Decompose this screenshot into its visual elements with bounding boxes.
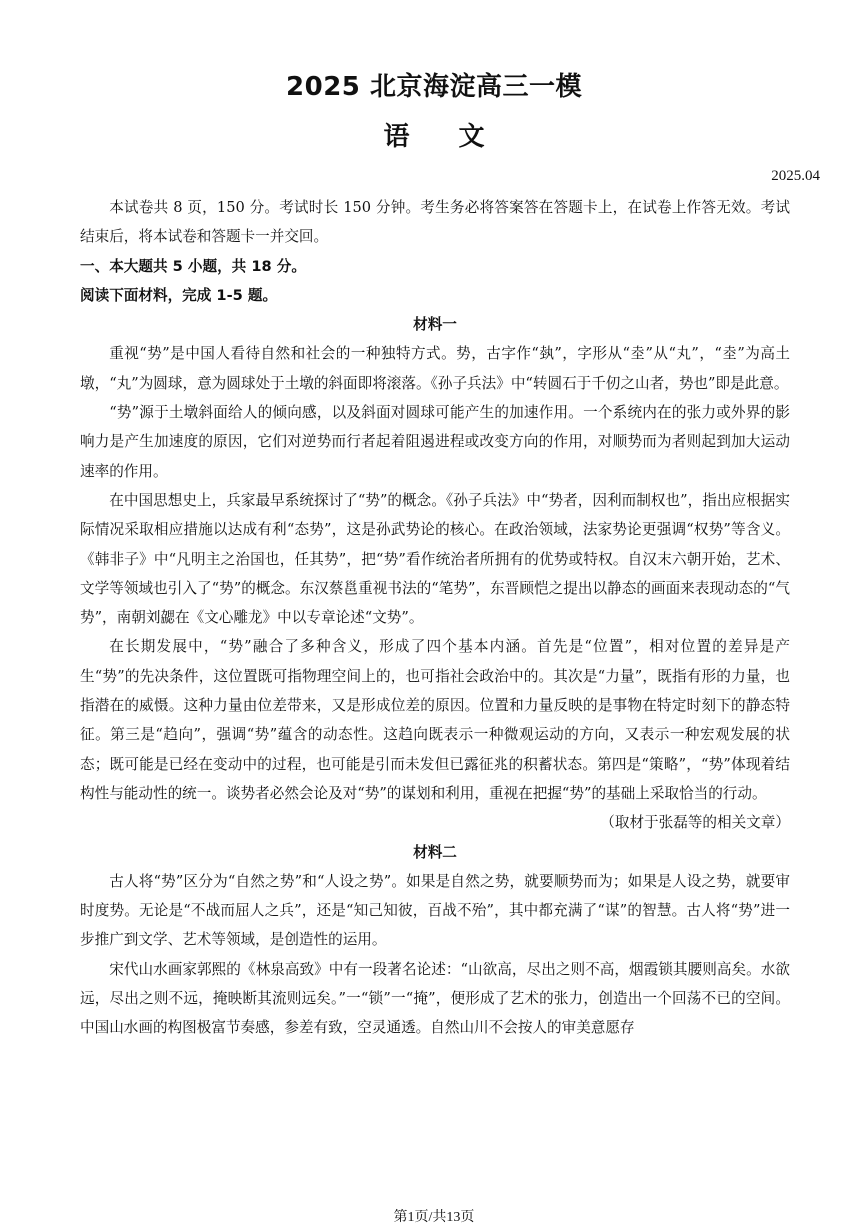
material-2-paragraph: 宋代山水画家郭熙的《林泉高致》中有一段著名论述：“山欲高，尽出之则不高，烟霞锁其腰则高矣。水欲远，尽出之则不远，掩映断其流则远矣。”一“锁”一“掩”，便形成了艺术的张力，创造出一个回荡不已的空间。中国山水画的构图极富节奏感，参差有致，空灵通透。自然山川不会按人的审美意愿存 <box>80 960 790 1037</box>
intro-paragraph: 本试卷共 8 页，150 分。考试时长 150 分钟。考生务必将答案答在答题卡上，在试卷上作答无效。考试结束后，将本试卷和答题卡一并交回。 <box>80 199 790 246</box>
material-2-paragraph: 古人将“势”区分为“自然之势”和“人设之势”。如果是自然之势，就要顺势而为；如果是人设之势，就要审时度势。无论是“不战而屈人之兵”，还是“知己知彼，百战不殆”，其中都充满了“谋”的智慧。古人将“势”进一步推广到文学、艺术等领域，是创造性的运用。 <box>80 872 790 949</box>
material-1-title: 材料一 <box>413 316 457 334</box>
exam-body <box>80 193 790 1043</box>
section-heading: 一、本大题共 5 小题，共 18 分。 <box>80 257 306 275</box>
section-instruction: 阅读下面材料，完成 1-5 题。 <box>80 286 278 304</box>
material-1-paragraph: 重视“势”是中国人看待自然和社会的一种独特方式。势，古字作“埶”，字形从“坴”从“丸”，“坴”为高土墩，“丸”为圆球，意为圆球处于土墩的斜面即将滚落。《孙子兵法》中“转圆石于千仞之山者，势也”即是此意。 <box>80 345 790 392</box>
exam-date: 2025.04 <box>771 168 820 184</box>
material-1-source: （取材于张磊等的相关文章） <box>600 814 790 832</box>
material-2-title: 材料二 <box>413 843 457 861</box>
material-1-paragraph: “势”源于土墩斜面给人的倾向感，以及斜面对圆球可能产生的加速作用。一个系统内在的张力或外界的影响力是产生加速度的原因，它们对逆势而行者起着阻遏进程或改变方向的作用，对顺势而为者则起到加大运动速率的作用。 <box>80 404 790 480</box>
page-number: 第1页/共13页 <box>393 1210 475 1225</box>
material-1-paragraph: 在长期发展中，“势”融合了多种含义，形成了四个基本内涵。首先是“位置”，相对位置的差异是产生“势”的先决条件，这位置既可指物理空间上的，也可指社会政治中的。其次是“力量”，既指有形的力量，也指潜在的威慑。这种力量由位差带来，又是形成位差的原因。位置和力量反映的是事物在特定时刻下的静态特征。第三是“趋向”，强调“势”蕴含的动态性。这趋向既表示一种微观运动的方向，又表示一种宏观发展的状态；既可能是已经在变动中的过程，也可能是引而未发但已露征兆的积蓄状态。第四是“策略”，“势”体现着结构性与能动性的统一。谈势者必然会论及对“势”的谋划和利用，重视在把握“势”的基础上采取恰当的行动。 <box>80 638 790 802</box>
subject-title: 语 文 <box>383 122 485 152</box>
exam-title: 2025 北京海淀高三一模 <box>286 72 582 102</box>
material-1-paragraph: 在中国思想史上，兵家最早系统探讨了“势”的概念。《孙子兵法》中“势者，因利而制权也”，指出应根据实际情况采取相应措施以达成有利“态势”，这是孙武势论的核心。在政治领域，法家势论更强调“权势”等含义。《韩非子》中“凡明主之治国也，任其势”，把“势”看作统治者所拥有的优势或特权。自汉末六朝开始，艺术、文学等领域也引入了“势”的概念。东汉蔡邕重视书法的“笔势”，东晋顾恺之提出以静态的画面来表现动态的“气势”，南朝刘勰在《文心雕龙》中以专章论述“文势”。 <box>80 491 790 627</box>
